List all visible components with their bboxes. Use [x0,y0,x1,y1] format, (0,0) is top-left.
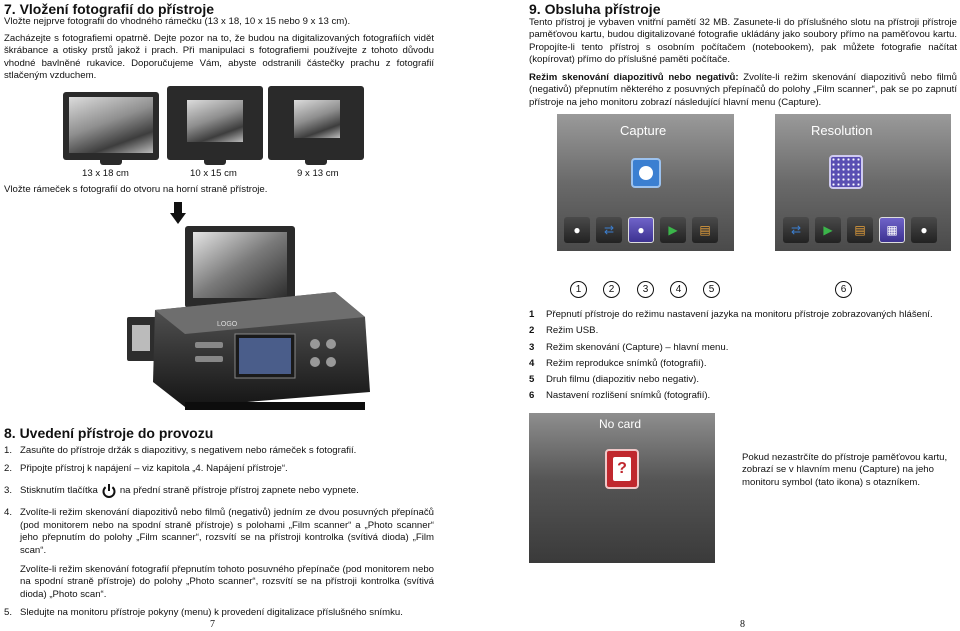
arrow-down-icon [170,202,186,224]
slide-mode-paragraph [529,72,957,109]
page-number-right: 8 [740,619,745,630]
frame-13x18-image [63,92,159,160]
step-4-continued [4,564,434,602]
film-type-icon[interactable]: ▤ [692,217,718,243]
usb-icon[interactable]: ⇄ [783,217,809,243]
scanner-device-image [125,222,380,417]
legend-text: Nastavení rozlišení snímků (fotografií). [546,390,711,402]
step-text-after: na přední straně přístroje přístroj zapnete nebo vypnete. [119,484,359,496]
legend-number: 2 [529,325,535,337]
legend-number: 1 [529,309,535,320]
step-number [4,564,20,602]
frame-label-9x13: 9 x 13 cm [297,168,339,179]
page-number-left: 7 [210,619,215,630]
frame-9x13-image [268,86,364,160]
legend-item [529,388,954,404]
resolution-icon[interactable]: ▦ [879,217,905,243]
camera-icon [631,158,661,188]
language-icon[interactable]: ● [911,217,937,243]
intro-paragraph: Zacházejte s fotografiemi opatrně. Dejte pozor na to, že budou na digitalizovaných fotografiích vidět škrábance a otisky prstů jakož i prach. Při manipulaci s fotografiemi používejte z tohoto důvodu vhodné bavlněné rukavice. Doporučujeme Vám, abyste odstranili částečky prachu z fotografií stlačeným vzduchem. [4,33,434,82]
no-card-title: No card [599,417,642,431]
step-text: Sledujte na monitoru přístroje pokyny (menu) k provedení digitalizace příslušného snímku. [20,607,403,619]
playback-icon[interactable]: ▶ [815,217,841,243]
callout-3: 3 [637,281,654,298]
callout-5: 5 [703,281,720,298]
memory-paragraph: Tento přístroj je vybaven vnitřní pamětí 32 MB. Zasunete-li do příslušného slotu na přístroji přístroje paměťovou kartu, budou digitalizované fotografie ukládány jako soubory přímo na paměťovou kartu. Propojíte-li tento přístroj s osobním počítačem (notebookem), pak můžete fotografie načítat (kopírovat) přímo do příslušné paměti počítače. [529,17,957,66]
section-7-heading: 7. Vložení fotografií do přístroje [4,1,215,17]
capture-title: Capture [620,123,667,138]
intro-line: Vložte nejprve fotografii do vhodného rámečku (13 x 18, 10 x 15 nebo 9 x 13 cm). [4,16,351,27]
resolution-grid-icon [829,155,863,189]
no-card-screen [529,413,715,563]
legend-number: 5 [529,374,535,386]
step-3 [4,483,434,499]
icon-legend-list [529,307,954,405]
step-text: Připojte přístroj k napájení – viz kapitola „4. Napájení přístroje“. [20,462,288,474]
power-button-icon [101,483,117,499]
film-type-icon[interactable]: ▤ [847,217,873,243]
resolution-menu-screen [775,114,951,251]
step-4 [4,507,434,557]
no-card-question-icon: ? [605,449,639,489]
slide-mode-rest: Zvolíte-li režim skenování diapozitivů nebo filmů (negativů) přepnutím některého z posuvných přepínačů do polohy „Film scanner“, pak se po zapnutí přístroje na jeho monitoru zobrazí následující hlavní menu (Capture). [529,72,957,108]
step-5 [4,607,434,620]
resolution-icon-bar [783,216,937,244]
legend-number: 4 [529,357,535,369]
legend-item [529,307,954,323]
device-brand-text: LOGO [217,321,238,328]
step-number: 4. [4,507,13,519]
legend-text: Režim reprodukce snímků (fotografií). [546,357,707,369]
legend-text: Přepnutí přístroje do režimu nastavení jazyka na monitoru přístroje zobrazovaných hlášení. [546,309,933,320]
step-number: 1. [4,445,13,456]
callout-4: 4 [670,281,687,298]
capture-mode-icon[interactable]: ● [628,217,654,243]
legend-item [529,340,954,356]
frame-10x15-image [167,86,263,160]
legend-item [529,356,954,372]
legend-item [529,323,954,339]
legend-text: Režim USB. [546,325,599,337]
resolution-title: Resolution [811,123,873,138]
section-8-heading: 8. Uvedení přístroje do provozu [4,425,214,441]
step-number: 3. [4,484,13,496]
slide-mode-bold: Režim skenování diapozitivů nebo negativů: [529,72,739,83]
legend-text: Druh filmu (diapozitiv nebo negativ). [546,374,700,386]
insert-frame-instruction: Vložte rámeček s fotografií do otvoru na horní straně přístroje. [4,184,268,195]
section-9-heading: 9. Obsluha přístroje [529,1,661,17]
step-text-before: Stisknutím tlačítka [20,484,98,496]
playback-icon[interactable]: ▶ [660,217,686,243]
legend-number: 6 [529,390,535,402]
legend-text: Režim skenování (Capture) – hlavní menu. [546,341,729,353]
step-text: Zvolíte-li režim skenování diapozitivů nebo filmů (negativů) jedním ze dvou posuvných přepínačů (pod monitorem nebo na spodní straně přístroje) s polohami „Film scanner“ a „Photo scanner“ jeho přepnutím do polohy „Film scanner“, rozsvítí se na přístroji kontrolka (svítivá dioda) „Film scan“. [20,507,434,556]
startup-steps-list [4,445,434,620]
callout-1: 1 [570,281,587,298]
step-1 [4,445,434,458]
language-icon[interactable]: ● [564,217,590,243]
step-number: 5. [4,607,13,619]
no-card-description: Pokud nezastrčíte do přístroje paměťovou kartu, zobrazí se v hlavním menu (Capture) na jeho monitoru symbol (tato ikona) s otazníkem. [742,452,948,488]
callout-2: 2 [603,281,620,298]
step-2 [4,463,434,476]
capture-menu-screen [557,114,734,251]
callout-6: 6 [835,281,852,298]
step-text: Zasuňte do přístroje držák s diapozitivy, s negativem nebo rámeček s fotografií. [20,445,357,456]
legend-number: 3 [529,341,535,353]
frame-label-10x15: 10 x 15 cm [190,168,237,179]
capture-icon-bar [564,216,718,244]
step-text: Zvolíte-li režim skenování fotografií přepnutím tohoto posuvného přepínače (pod monitorem nebo na spodní straně přístroje) do polohy „Photo scanner“, rozsvítí se na přístroji kontrolka (svítivá dioda) „Photo scan“. [20,563,434,600]
step-number: 2. [4,462,13,474]
legend-item [529,372,954,388]
frame-label-13x18: 13 x 18 cm [82,168,129,179]
usb-icon[interactable]: ⇄ [596,217,622,243]
